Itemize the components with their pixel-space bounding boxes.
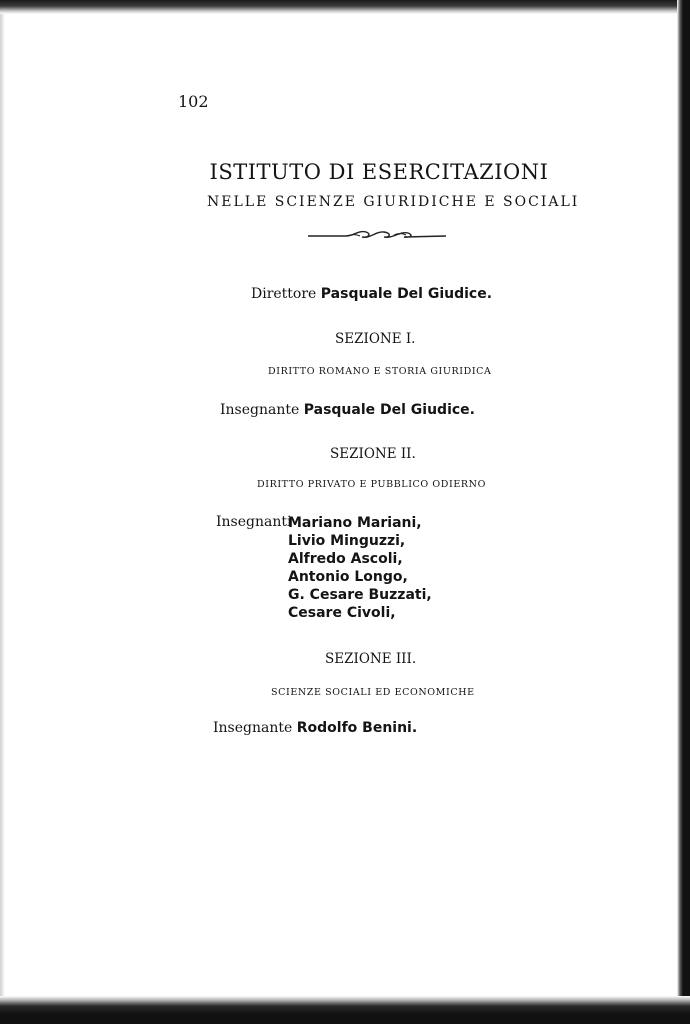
section-1-teacher-name: Pasquale Del Giudice. (303, 402, 475, 418)
section-1-teacher-label: Insegnante (220, 402, 300, 418)
section-2-teacher-label: Insegnanti (216, 514, 292, 530)
section-2-title: SEZIONE II. (330, 446, 416, 462)
section-3-teacher-name: Rodolfo Benini. (296, 720, 418, 736)
section-2-teacher-name: Alfredo Ascoli, (288, 551, 403, 567)
section-2-teacher-name: Antonio Longo, (288, 569, 408, 585)
section-2-teacher-name: Cesare Civoli, (288, 605, 396, 621)
scan-right-edge (677, 0, 690, 1024)
section-3-teacher-label: Insegnante (213, 720, 293, 736)
section-2-teacher-name: Livio Minguzzi, (288, 533, 406, 549)
scan-bottom-edge (0, 996, 690, 1024)
section-1-title: SEZIONE I. (335, 331, 416, 347)
section-2-teacher-list (288, 514, 432, 622)
section-2-subtitle: DIRITTO PRIVATO E PUBBLICO ODIERNO (257, 479, 486, 490)
section-3-teacher-line (213, 720, 417, 736)
scan-top-edge (0, 0, 690, 14)
director-label: Direttore (251, 286, 317, 302)
director-name: Pasquale Del Giudice. (320, 286, 493, 302)
decorative-flourish-icon (306, 227, 448, 241)
section-3-subtitle: SCIENZE SOCIALI ED ECONOMICHE (271, 687, 475, 698)
section-2-teacher-name: Mariano Mariani, (288, 515, 422, 531)
section-1-teacher-line (220, 402, 475, 418)
page-title: ISTITUTO DI ESERCITAZIONI (209, 160, 549, 184)
section-1-subtitle: DIRITTO ROMANO E STORIA GIURIDICA (268, 366, 492, 377)
director-line (251, 286, 492, 302)
page-subtitle: NELLE SCIENZE GIURIDICHE E SOCIALI (207, 194, 580, 210)
page-number: 102 (178, 92, 209, 111)
section-3-title: SEZIONE III. (325, 651, 417, 667)
section-2-teacher-name: G. Cesare Buzzati, (288, 587, 432, 603)
scan-left-edge (0, 0, 5, 1024)
